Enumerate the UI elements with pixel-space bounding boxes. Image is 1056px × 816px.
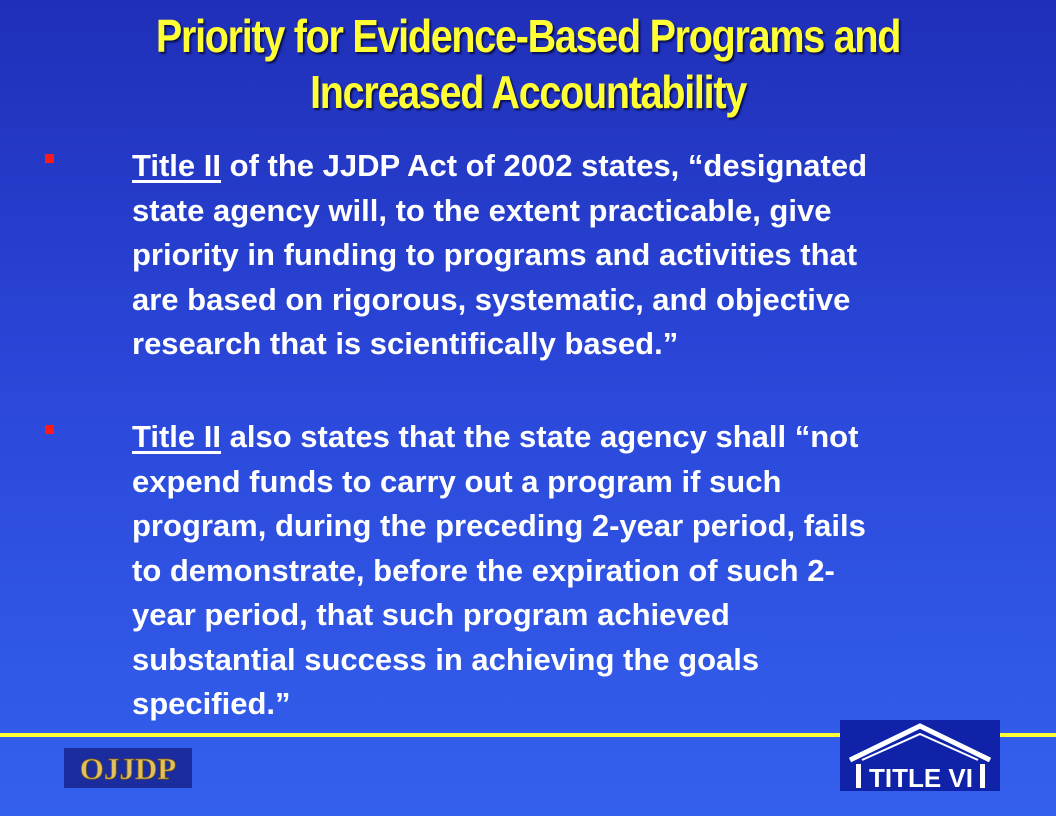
ojjdp-logo	[64, 748, 192, 788]
bullet-2-line-4: to demonstrate, before the expiration of such 2-	[132, 552, 835, 588]
bullet-text-1	[132, 144, 1032, 367]
bullet-1-line-5: research that is scientifically based.”	[132, 326, 679, 361]
title-vi-logo-text: TITLE VI	[869, 763, 973, 791]
bullet-2-line-1-text: also states that the state agency shall “not	[221, 419, 859, 454]
bullet-1-line-3: priority in funding to programs and activities that	[132, 237, 858, 272]
ojjdp-logo-icon	[64, 748, 192, 788]
bullet-1-line-1-text: of the JJDP Act of 2002 states, “designated	[221, 148, 868, 183]
slide-title	[74, 8, 982, 120]
bullet-2-line-2: expend funds to carry out a program if such	[132, 463, 782, 499]
ojjdp-logo-text: OJJDP	[79, 751, 177, 786]
bullet-2-line-7: specified.”	[132, 686, 291, 721]
bullet-1-line-1	[132, 144, 1032, 189]
title-vi-house-icon	[840, 720, 1000, 791]
title-ii-link[interactable]: Title II	[132, 419, 222, 454]
bullet-1-line-4: are based on rigorous, systematic, and objective	[132, 281, 851, 317]
bullet-2-line-1	[132, 415, 1032, 460]
bullet-1-line-2: state agency will, to the extent practicable, give	[132, 192, 832, 228]
bullet-marker-icon	[45, 425, 54, 434]
bullet-marker-icon	[45, 154, 54, 163]
bullet-text-2	[132, 415, 1032, 727]
title-vi-logo	[840, 720, 1000, 791]
bullet-2-line-6: substantial success in achieving the goals	[132, 641, 760, 677]
bullet-2-line-3: program, during the preceding 2-year period, fails	[132, 508, 866, 543]
title-ii-link[interactable]: Title II	[132, 148, 222, 183]
slide-title-line-2: Increased Accountability	[310, 66, 746, 118]
slide-title-line-1: Priority for Evidence-Based Programs and	[155, 10, 901, 62]
bullet-2-line-5: year period, that such program achieved	[132, 597, 730, 632]
